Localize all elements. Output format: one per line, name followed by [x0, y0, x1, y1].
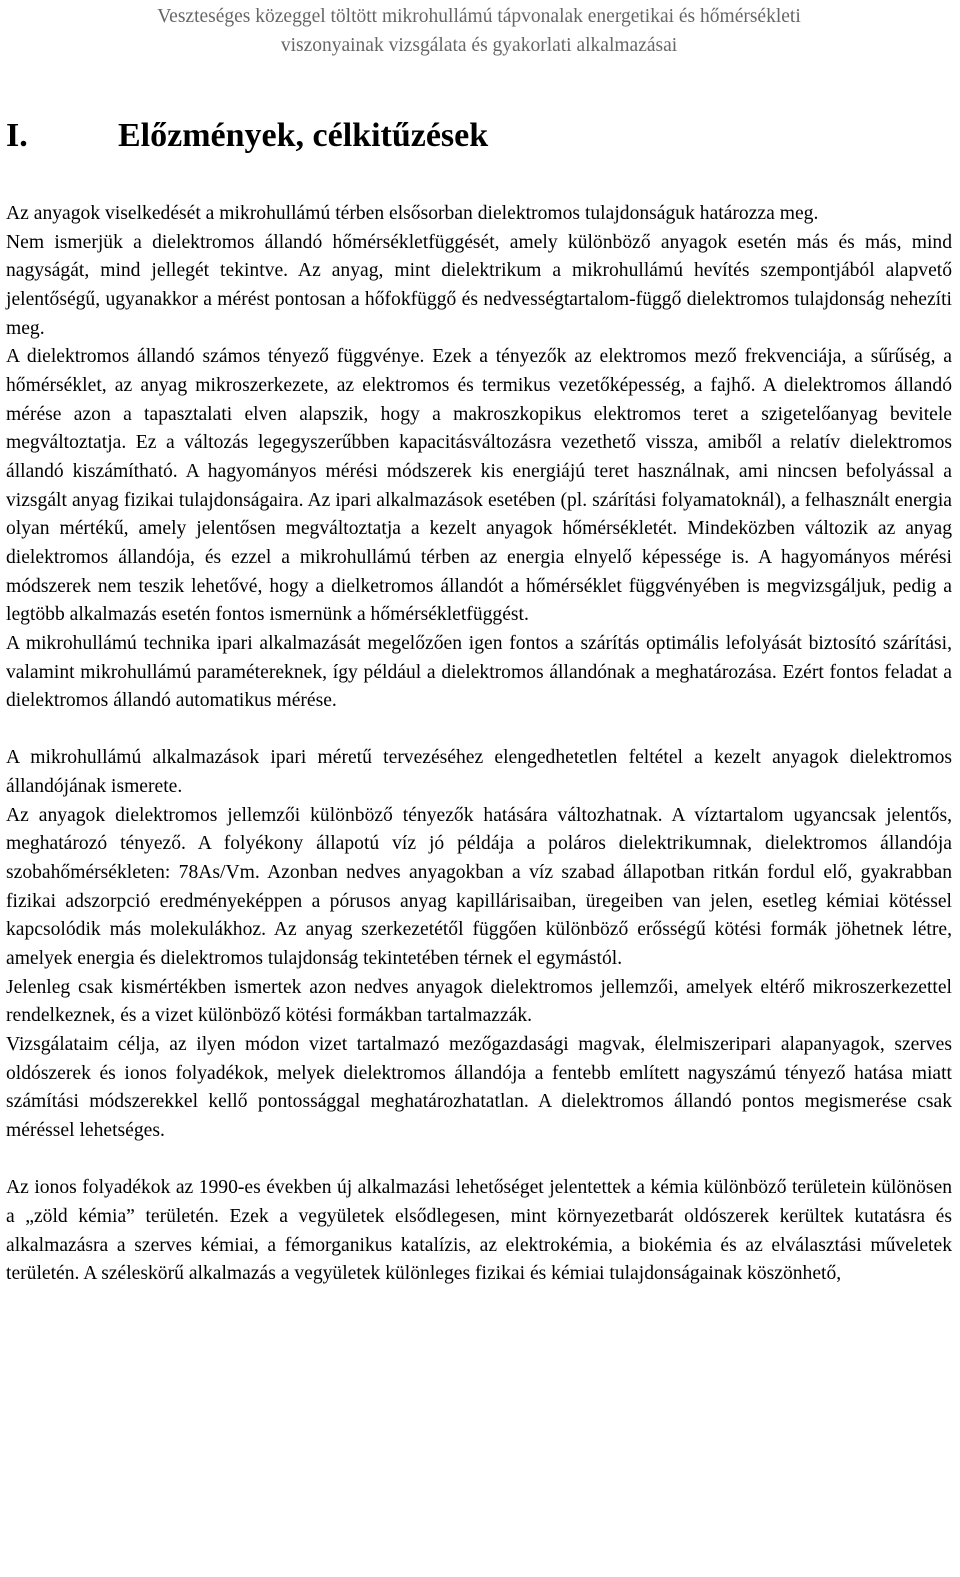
paragraph: Az anyagok dielektromos jellemzői különböző tényezők hatására változhatnak. A víztartalom ugyancsak jelentős, meghatározó tényező. A folyékony állapotú víz jó példája a poláros dielektrikumnak, dielektromos állandója szobahőmérsékleten: 78As/Vm. Azonban nedves anyagokban a víz szabad állapotban ritkán fordul elő, gyakrabban fizikai adszorpció eredményeképpen a pórusos anyag kapillárisaiban, üregeiben van jelen, esetleg kémiai kötéssel kapcsolódik más molekulákhoz. Az anyag szerkezetétől függően különböző erősségű kötési formák jöhetnek létre, amelyek energia és dielektromos tulajdonság tekintetében térnek el egymástól. — [6, 804, 952, 970]
document-page — [6, 0, 952, 1285]
running-header-line-2: viszonyainak vizsgálata és gyakorlati alkalmazásai — [280, 35, 678, 56]
paragraph: A dielektromos állandó számos tényező függvénye. Ezek a tényezők az elektromos mező frekvenciája, a sűrűség, a hőmérséklet, az anyag mikroszerkezete, az elektromos és termikus vezetőképesség, a fajhő. A dielektromos állandó mérése azon a tapasztalati elven alapszik, hogy a makroszkopikus elektromos teret a szigetelőanyag bevitele megváltoztatja. Ez a változás legegyszerűbben kapacitásváltozásra vezethető vissza, amiből a relatív dielektromos állandó kiszámítható. A hagyományos mérési módszerek kis energiájú teret használnak, ami nincsen befolyással a vizsgált anyag fizikai tulajdonságaira. Az ipari alkalmazások esetében (pl. szárítási folyamatoknál), a felhasznált energia olyan mértékű, amely jelentősen megváltoztatja a kezelt anyagok hőmérsékletét. Mindeközben változik az anyag dielektromos állandója, és ezzel a mikrohullámú térben az energia elnyelő képessége is. A hagyományos mérési módszerek nem teszik lehetővé, hogy a dielketromos állandót a hőmérséklet függvényében is megvizsgáljuk, pedig a legtöbb alkalmazás esetén fontos ismernünk a hőmérsékletfüggést. — [6, 346, 952, 626]
paragraph: Jelenleg csak kismértékben ismertek azon nedves anyagok dielektromos jellemzői, amelyek eltérő mikroszerkezettel rendelkeznek, és a vizet különböző kötési formákban tartalmazzák. — [6, 976, 952, 1027]
running-header — [6, 0, 952, 60]
paragraph: Vizsgálataim célja, az ilyen módon vizet tartalmazó mezőgazdasági magvak, élelmiszeripari alapanyagok, szerves oldószerek és ionos folyadékok, melyek dielektromos állandója a fentebb említett nagyszámú tényező hatása miatt számítási módszerekkel kellő pontossággal meghatározhatatlan. A dielektromos állandó pontos megismerése csak méréssel lehetséges. — [6, 1034, 952, 1141]
body-text — [6, 200, 952, 1289]
paragraph: Az ionos folyadékok az 1990-es években új alkalmazási lehetőséget jelentettek a kémia különböző területein különösen a „zöld kémia” területén. Ezek a vegyületek elsődlegesen, mint környezetbarát oldószerek kerültek kutatásra és alkalmazásra a szerves kémiai, a fémorganikus katalízis, az elektrokémia, a biokémia és az elválasztási műveletek területén. A széleskörű alkalmazás a vegyületek különleges fizikai és kémiai tulajdonságainak köszönhető, — [6, 1177, 952, 1285]
paragraph: Nem ismerjük a dielektromos állandó hőmérsékletfüggését, amely különböző anyagok esetén más és más, mind nagyságát, mind jellegét tekintve. Az anyag, mint dielektrikum a mikrohullámú hevítés szempontjából alapvető jelentőségű, ugyanakkor a mérést pontosan a hőfokfüggő és nedvességtartalom-függő dielektromos tulajdonság nehezíti meg. — [6, 231, 952, 339]
running-header-line-1: Veszteséges közeggel töltött mikrohullámú tápvonalak energetikai és hőmérsékleti — [157, 6, 801, 27]
paragraph: Az anyagok viselkedését a mikrohullámú térben elsősorban dielektromos tulajdonságuk határozza meg. — [6, 203, 819, 224]
paragraph: A mikrohullámú technika ipari alkalmazását megelőzően igen fontos a szárítás optimális lefolyását biztosító szárítási, valamint mikrohullámú paramétereknek, így például a dielektromos állandónak a meghatározása. Ezért fontos feladat a dielektromos állandó automatikus mérése. — [6, 632, 952, 712]
paragraph: A mikrohullámú alkalmazások ipari méretű tervezéséhez elengedhetetlen feltétel a kezelt anyagok dielektromos állandójának ismerete. — [6, 747, 952, 798]
chapter-title — [6, 116, 488, 156]
chapter-number: I. — [6, 117, 28, 154]
chapter-title-text: Előzmények, célkitűzések — [118, 117, 489, 154]
